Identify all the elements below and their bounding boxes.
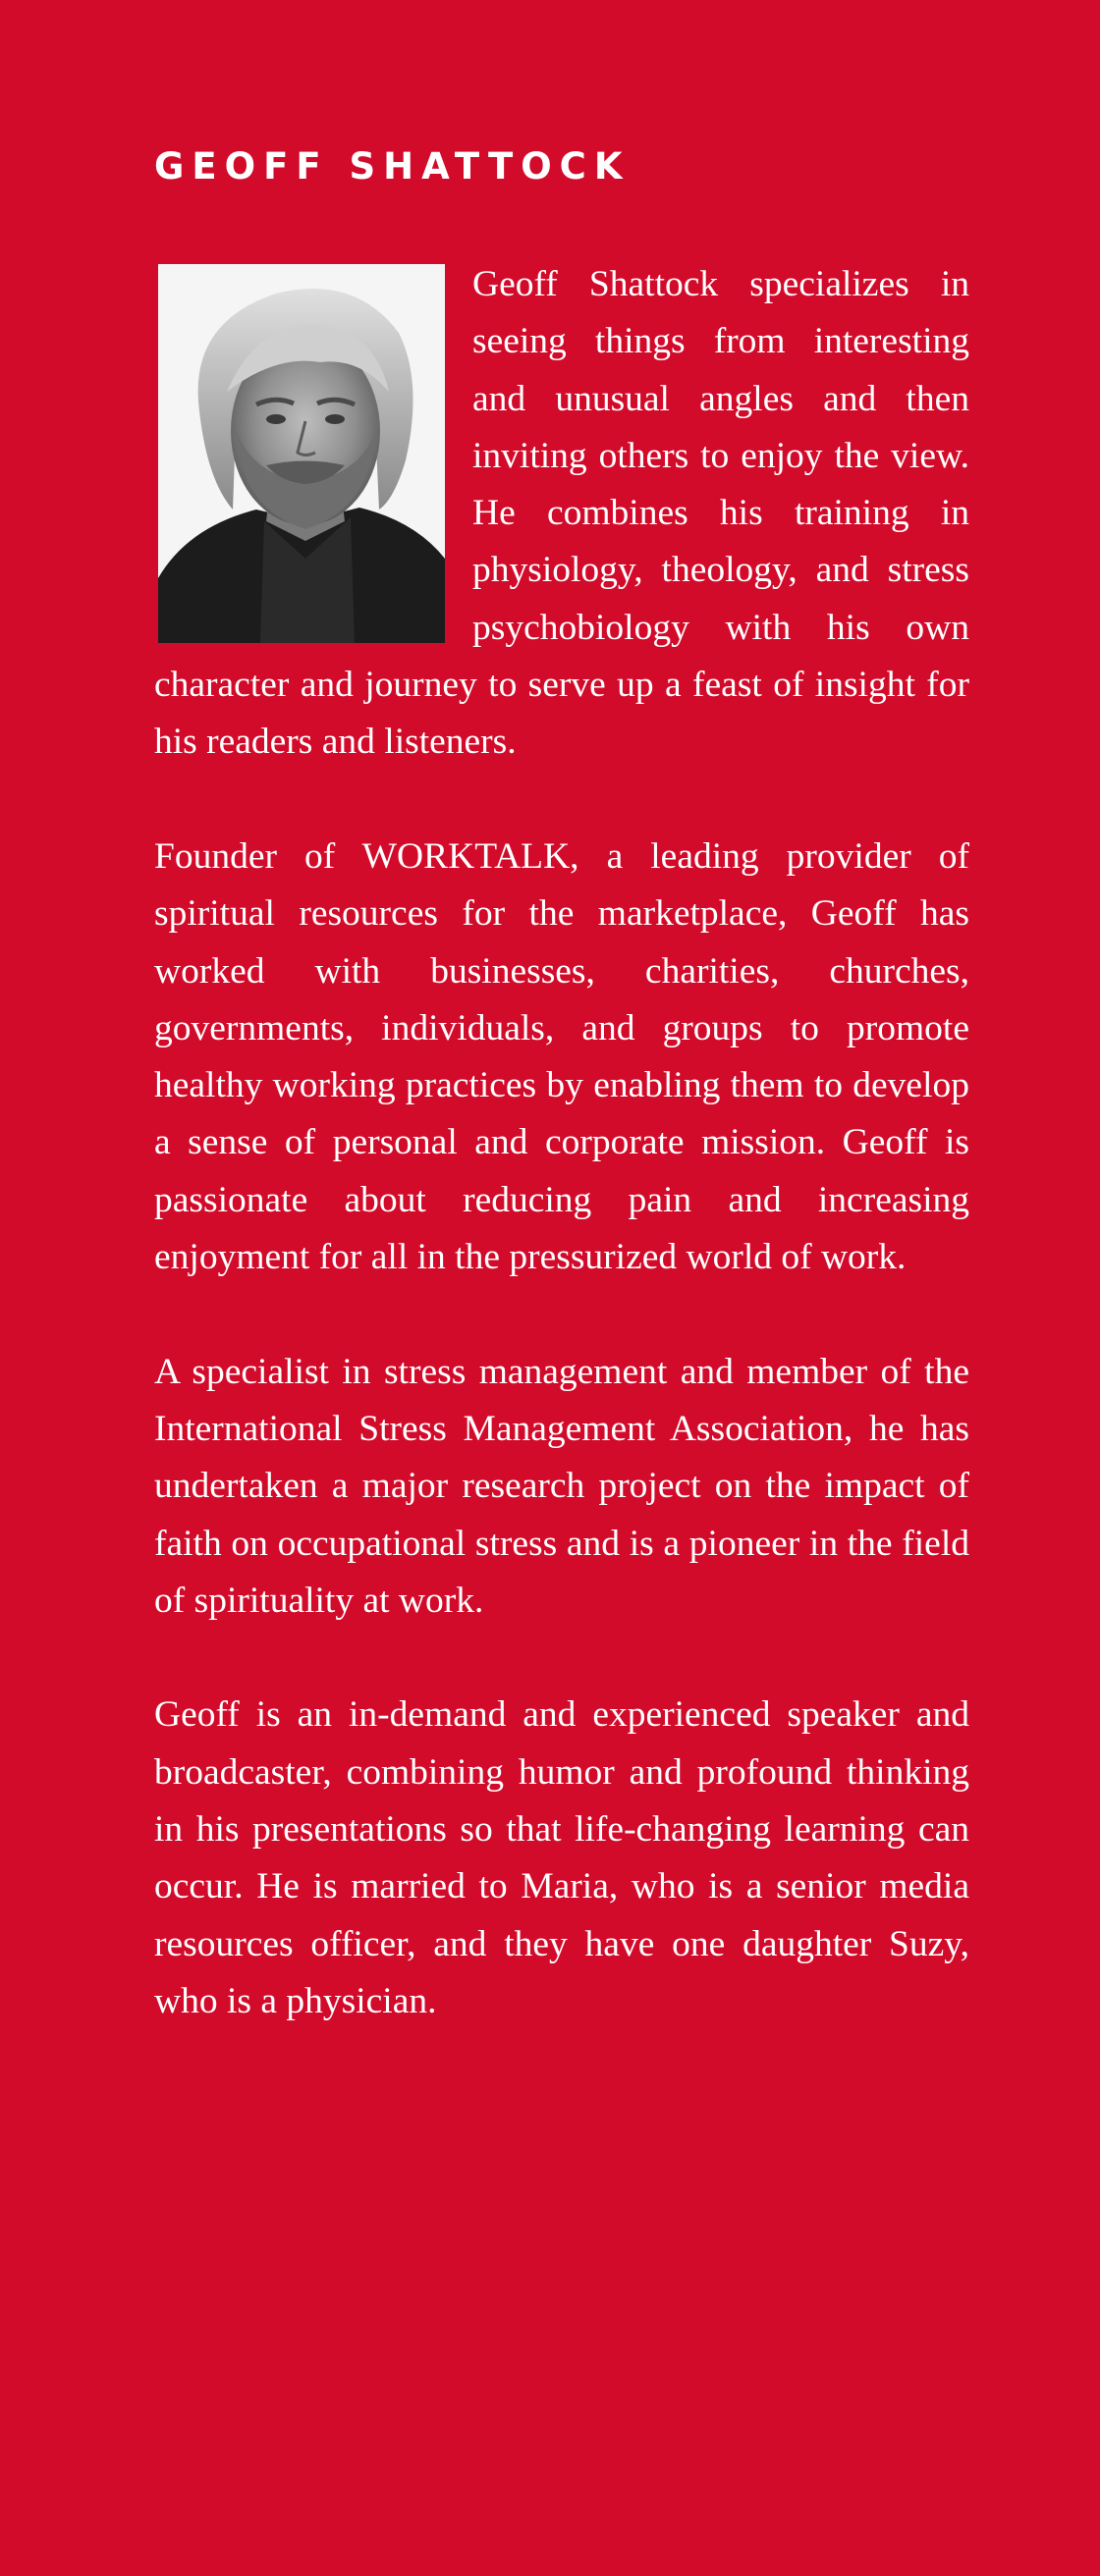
author-name-heading: GEOFF SHATTOCK xyxy=(154,145,631,188)
bio-paragraph-3: A specialist in stress management and member of the International Stress Management Association, he has undertaken a major research project on the impact of faith on occupational stress and is a pioneer in the field of spirituality at work. xyxy=(154,1351,969,1621)
bio-paragraph-1: Geoff Shattock specializes in seeing things from interesting and unusual angles and then inviting others to enjoy the view. He combines his training in physiology, theology, and stress psychobiology with his own character and journey to serve up a feast of insight for his readers and listeners. xyxy=(154,264,969,763)
author-bio xyxy=(154,256,969,2088)
author-portrait-photo xyxy=(158,264,445,643)
bio-paragraph-2: Founder of WORKTALK, a leading provider of spiritual resources for the marketplace, Geoff has worked with businesses, charities, churches, governments, individuals, and groups to promote healthy working practices by enabling them to develop a sense of personal and corporate mission. Geoff is passionate about reducing pain and increasing enjoyment for all in the pressurized world of work. xyxy=(154,835,969,1278)
bio-paragraph-4: Geoff is an in-demand and experienced speaker and broadcaster, combining humor and profound thinking in his presentations so that life-changing learning can occur. He is married to Maria, who is a senior media resources officer, and they have one daughter Suzy, who is a physician. xyxy=(154,1694,969,2021)
